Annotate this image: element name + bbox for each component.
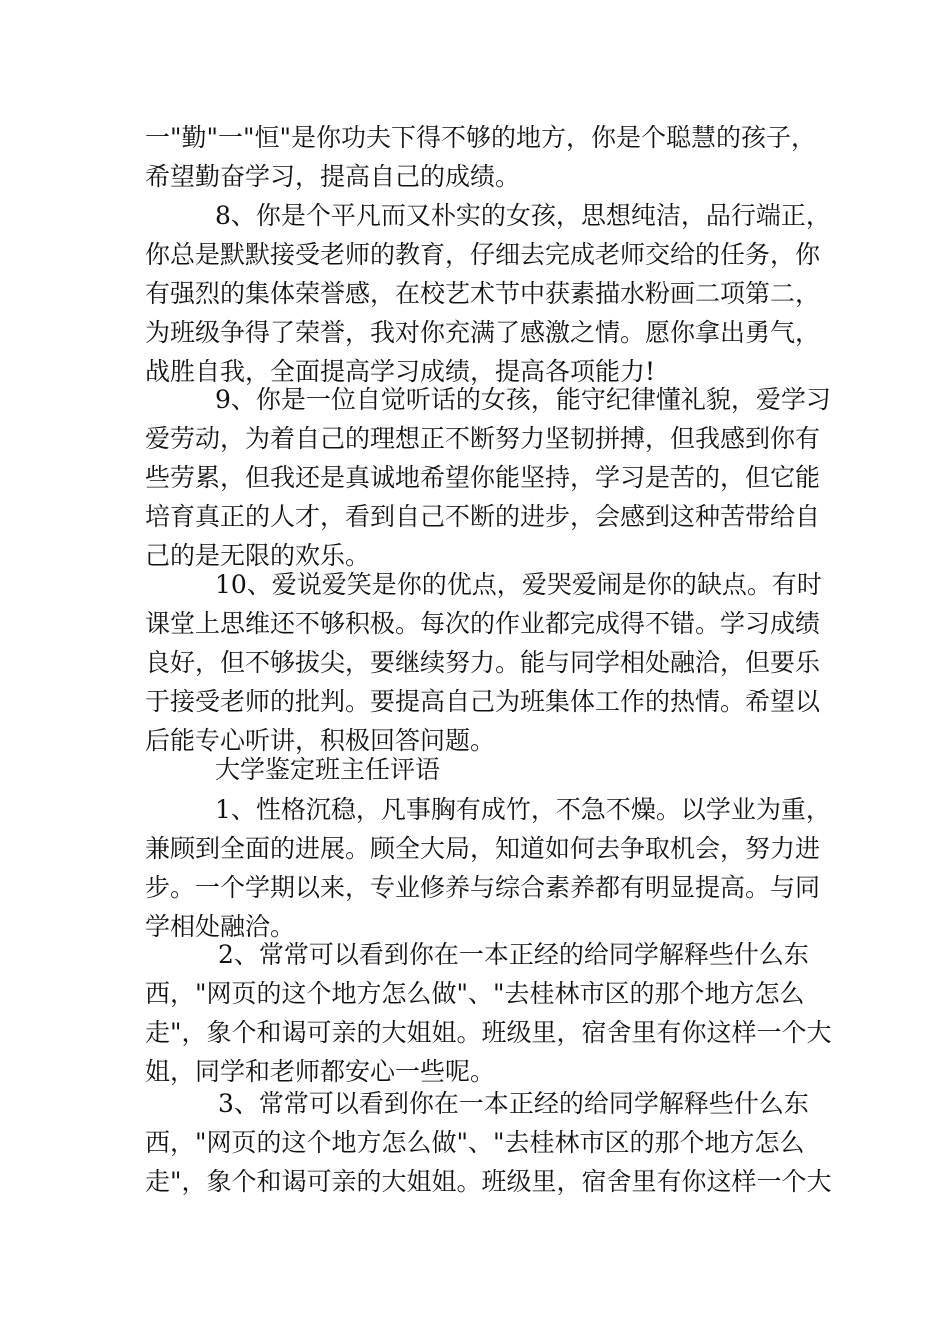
paragraph-2-start: 2、常常可以看到你在一本正经的给同学解释些什么东 [218,940,809,969]
paragraph-3-start: 3、常常可以看到你在一本正经的给同学解释些什么东 [218,1089,809,1118]
paragraph-9-start: 9、你是一位自觉听话的女孩，能守纪律懂礼貌，爱学习 [215,385,831,414]
text-line: 后能专心听讲，积极回答问题。 [145,726,496,755]
text-line: 你总是默默接受老师的教育，仔细去完成老师交给的任务，你 [145,240,821,269]
text-line: 于接受老师的批判。要提高自己为班集体工作的热情。希望以 [145,687,821,716]
text-line: 战胜自我，全面提高学习成绩，提高各项能力! [145,357,656,386]
text-line: 学相处融洽。 [145,912,296,941]
text-line: 姐，同学和老师都安心一些呢。 [145,1057,496,1086]
section-heading: 大学鉴定班主任评语 [215,755,441,784]
text-line: 良好，但不够拔尖，要继续努力。能与同学相处融洽，但要乐 [145,648,821,677]
paragraph-1-start: 1、性格沉稳，凡事胸有成竹，不急不燥。以学业为重， [215,795,831,824]
text-line: 己的是无限的欢乐。 [145,541,371,570]
text-line: 课堂上思维还不够积极。每次的作业都完成得不错。学习成绩 [145,609,821,638]
paragraph-8-start: 8、你是个平凡而又朴实的女孩，思想纯洁，品行端正， [215,201,831,230]
text-line: 有强烈的集体荣誉感，在校艺术节中获素描水粉画二项第二， [145,279,821,308]
text-line: 西，"网页的这个地方怎么做"、"去桂林市区的那个地方怎么 [145,1128,805,1157]
text-line: 步。一个学期以来，专业修养与综合素养都有明显提高。与同 [145,873,821,902]
text-line: 一"勤"一"恒"是你功夫下得不够的地方，你是个聪慧的孩子， [145,123,816,152]
paragraph-10-start: 10、爱说爱笑是你的优点，爱哭爱闹是你的缺点。有时 [215,570,822,599]
text-line: 走"，象个和谒可亲的大姐姐。班级里，宿舍里有你这样一个大 [145,1167,832,1196]
text-line: 走"，象个和谒可亲的大姐姐。班级里，宿舍里有你这样一个大 [145,1018,832,1047]
text-line: 西，"网页的这个地方怎么做"、"去桂林市区的那个地方怎么 [145,979,805,1008]
text-line: 爱劳动，为着自己的理想正不断努力坚韧拼搏，但我感到你有 [145,424,821,453]
text-line: 兼顾到全面的进展。顾全大局，知道如何去争取机会，努力进 [145,834,821,863]
text-line: 些劳累，但我还是真诚地希望你能坚持，学习是苦的，但它能 [145,463,821,492]
text-line: 为班级争得了荣誉，我对你充满了感激之情。愿你拿出勇气， [145,318,821,347]
text-line: 希望勤奋学习，提高自己的成绩。 [145,162,521,191]
text-line: 培育真正的人才，看到自己不断的进步，会感到这种苦带给自 [145,502,821,531]
